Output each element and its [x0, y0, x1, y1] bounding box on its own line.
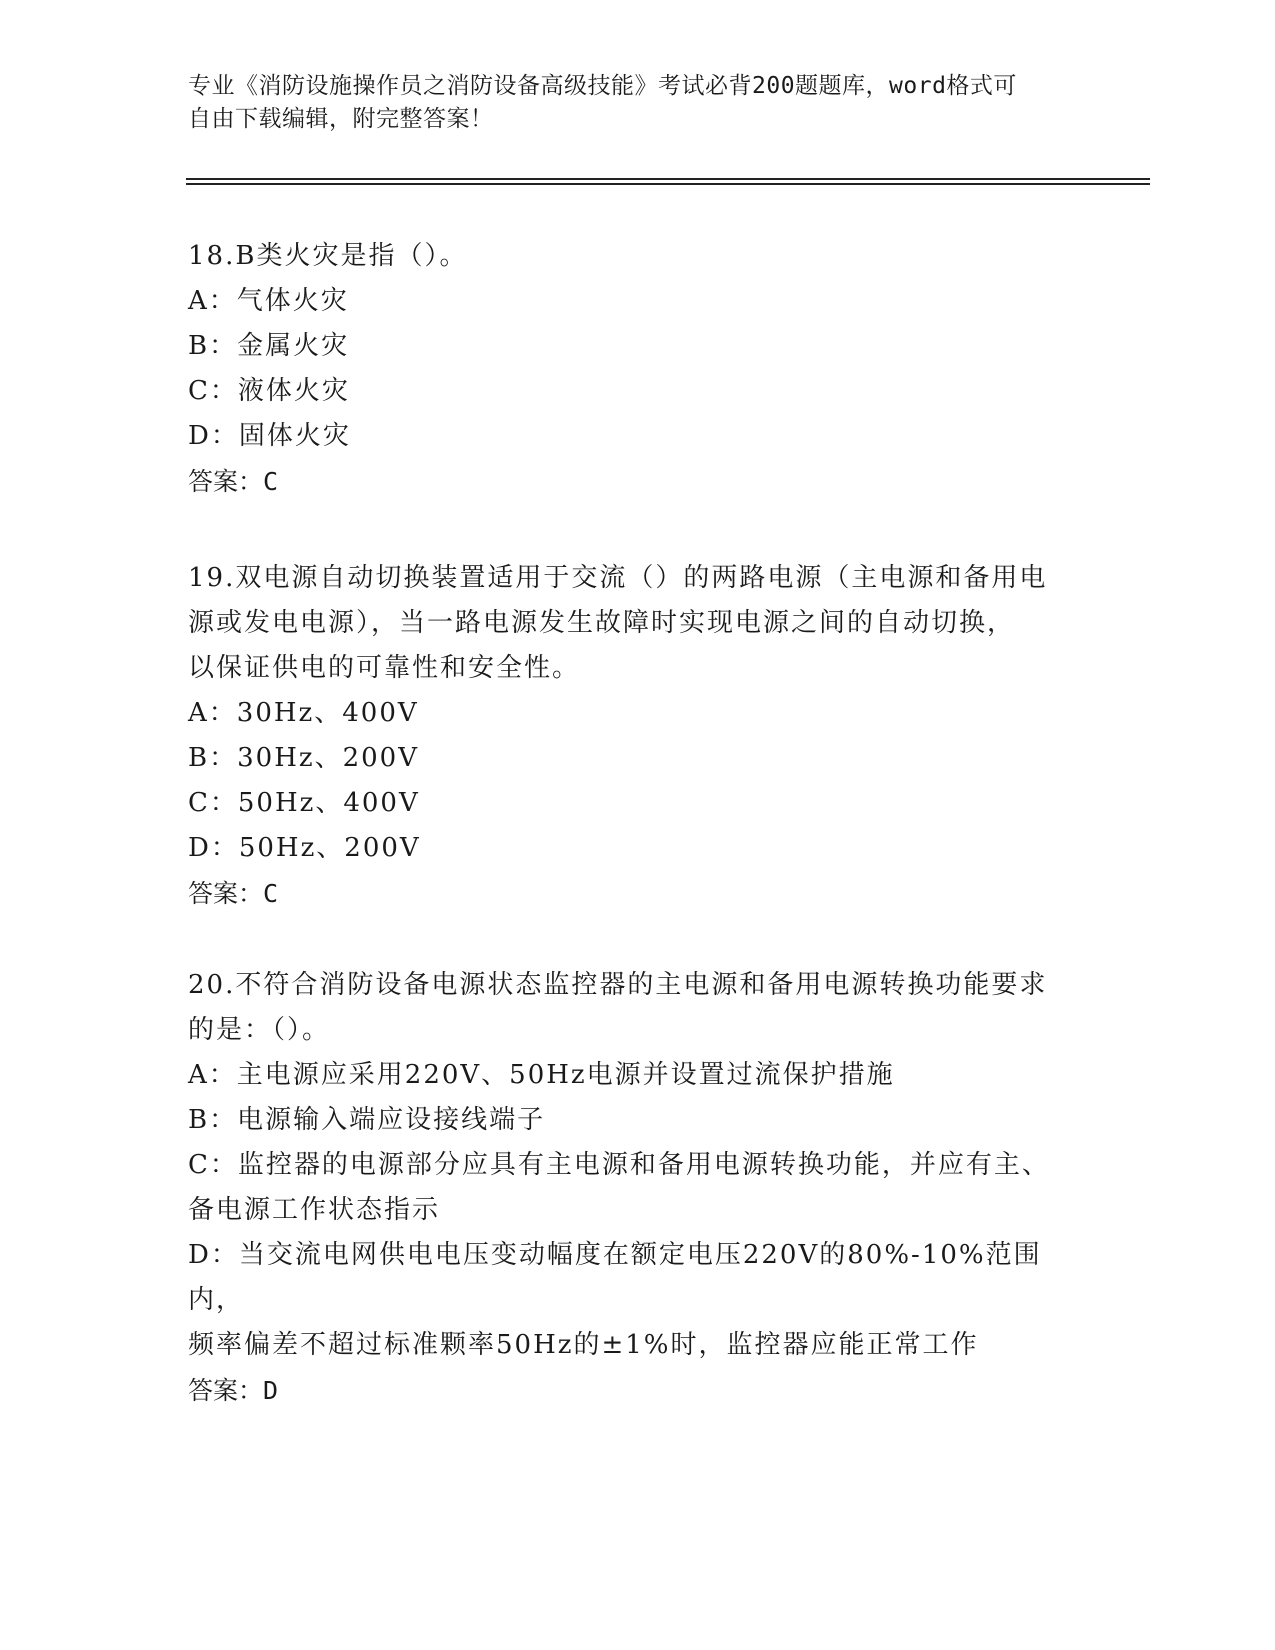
question-stem-line-2: 的是：（）。	[188, 1015, 331, 1045]
option-d: D：固体火灾	[188, 421, 351, 451]
question-stem-line-3: 以保证供电的可靠性和安全性。	[188, 653, 581, 683]
option-d-line-1: D：当交流电网供电电压变动幅度在额定电压220V的80%-10%范围内，	[188, 1240, 1042, 1315]
question-stem-line-1: 19.双电源自动切换装置适用于交流（）的两路电源（主电源和备用电	[188, 563, 1048, 593]
option-d: D：50Hz、200V	[188, 833, 421, 863]
option-c: C：50Hz、400V	[188, 788, 420, 818]
question-stem-line-2: 源或发电电源），当一路电源发生故障时实现电源之间的自动切换，	[188, 608, 1016, 638]
option-c-line-2: 备电源工作状态指示	[188, 1195, 441, 1225]
option-c: C：液体火灾	[188, 376, 350, 406]
header-divider-bottom	[186, 183, 1150, 185]
header-divider-top	[186, 178, 1150, 180]
option-b: B：金属火灾	[188, 331, 350, 361]
header-line-2: 自由下载编辑，附完整答案！	[188, 106, 494, 132]
answer: 答案：C	[188, 467, 279, 496]
option-a: A：气体火灾	[188, 286, 349, 316]
option-d-line-2: 频率偏差不超过标准颗率50Hz的±1%时，监控器应能正常工作	[188, 1330, 979, 1360]
answer: 答案：D	[188, 1376, 279, 1405]
question-19	[188, 556, 1088, 916]
option-a: A：主电源应采用220V、50Hz电源并设置过流保护措施	[188, 1060, 895, 1090]
option-b: B：电源输入端应设接线端子	[188, 1105, 546, 1135]
header-line-1: 专业《消防设施操作员之消防设备高级技能》考试必背200题题库，word格式可	[188, 73, 1017, 99]
option-c-line-1: C：监控器的电源部分应具有主电源和备用电源转换功能，并应有主、	[188, 1150, 1050, 1180]
question-stem-line-1: 20.不符合消防设备电源状态监控器的主电源和备用电源转换功能要求	[188, 970, 1048, 1000]
question-18	[188, 234, 1088, 504]
option-a: A：30Hz、400V	[188, 698, 419, 728]
document-header	[188, 70, 1068, 136]
answer: 答案：C	[188, 879, 279, 908]
question-20	[188, 963, 1088, 1413]
option-b: B：30Hz、200V	[188, 743, 419, 773]
question-stem: 18.B类火灾是指（）。	[188, 241, 468, 271]
